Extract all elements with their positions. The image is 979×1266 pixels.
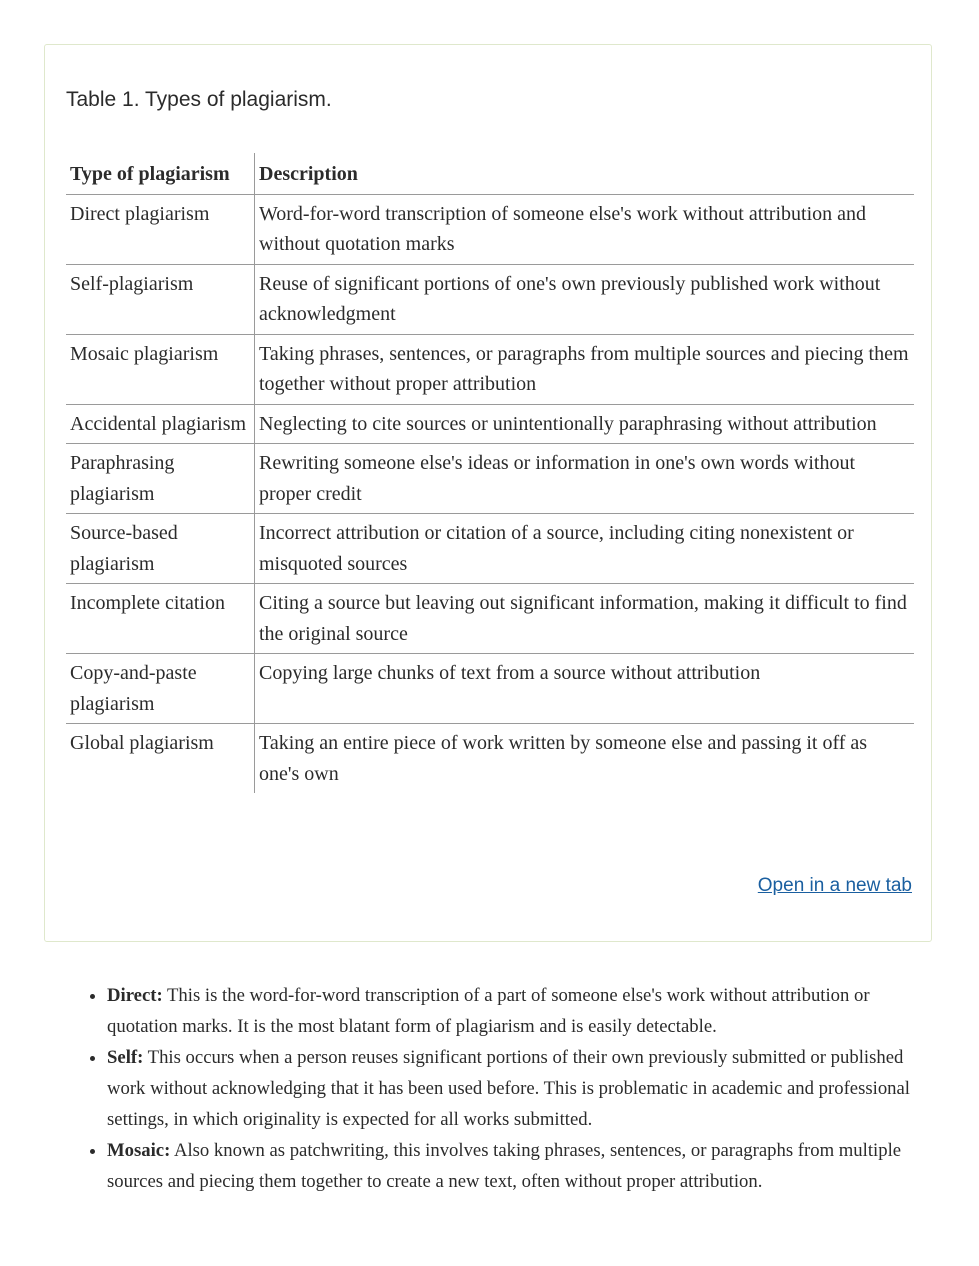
type-cell: Paraphrasing plagiarism [66,444,255,514]
description-cell: Copying large chunks of text from a source without attribution [255,654,915,724]
column-header-type: Type of plagiarism [66,153,255,194]
description-cell: Neglecting to cite sources or unintentionally paraphrasing without attribution [255,404,915,444]
list-item-text: Also known as patchwriting, this involves taking phrases, sentences, or paragraphs from multiple sources and piecing them together to create a new text, often without proper attribution. [107,1140,902,1192]
list-item [107,1042,915,1135]
table-row [66,334,914,404]
list-item [107,980,915,1042]
type-cell: Copy-and-paste plagiarism [66,654,255,724]
table-row [66,264,914,334]
list-item-term: Direct: [107,985,163,1006]
plagiarism-types-list [67,980,915,1197]
description-cell: Taking phrases, sentences, or paragraphs from multiple sources and piecing them together without proper attribution [255,334,915,404]
type-cell: Accidental plagiarism [66,404,255,444]
description-cell: Incorrect attribution or citation of a source, including citing nonexistent or misquoted sources [255,514,915,584]
table-container [44,44,932,942]
table-row [66,404,914,444]
open-in-new-tab-link[interactable]: Open in a new tab [757,875,912,896]
list-item-text: This is the word-for-word transcription of a part of someone else's work without attribution or quotation marks. It is the most blatant form of plagiarism and is easily detectable. [107,985,870,1037]
list-item-term: Self: [107,1047,144,1068]
table-row [66,584,914,654]
description-cell: Rewriting someone else's ideas or information in one's own words without proper credit [255,444,915,514]
column-header-description: Description [255,153,915,194]
table-header-row [66,153,914,194]
type-cell: Direct plagiarism [66,194,255,264]
type-cell: Source-based plagiarism [66,514,255,584]
table-row [66,724,914,794]
description-cell: Word-for-word transcription of someone else's work without attribution and without quotation marks [255,194,915,264]
type-cell: Mosaic plagiarism [66,334,255,404]
description-cell: Reuse of significant portions of one's own previously published work without acknowledgment [255,264,915,334]
list-item [107,1135,915,1197]
table-row [66,444,914,514]
type-cell: Incomplete citation [66,584,255,654]
type-cell: Global plagiarism [66,724,255,794]
description-cell: Citing a source but leaving out significant information, making it difficult to find the original source [255,584,915,654]
type-cell: Self-plagiarism [66,264,255,334]
list-item-text: This occurs when a person reuses significant portions of their own previously submitted or published work without acknowledging that it has been used before. This is problematic in academic and professional settings, in which originality is expected for all works submitted. [107,1047,910,1130]
table-row [66,654,914,724]
table-row [66,194,914,264]
description-cell: Taking an entire piece of work written by someone else and passing it off as one's own [259,732,868,785]
list-item-term: Mosaic: [107,1140,171,1161]
table-row [66,514,914,584]
plagiarism-table [66,153,914,793]
table-caption: Table 1. Types of plagiarism. [66,88,332,111]
